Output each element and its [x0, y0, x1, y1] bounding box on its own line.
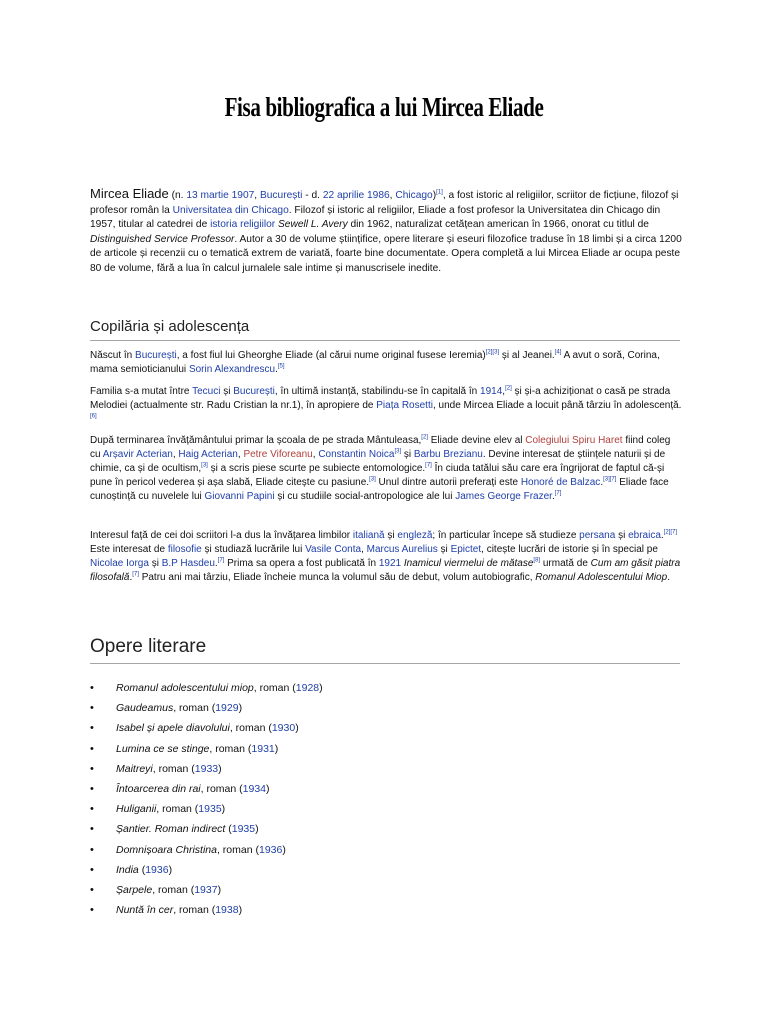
- citation[interactable]: [7]: [425, 462, 432, 469]
- paragraph-family: [90, 385, 682, 427]
- year-link[interactable]: 1929: [215, 702, 239, 715]
- bullet: •: [90, 823, 94, 836]
- list-item: [90, 844, 680, 864]
- text: ): [255, 823, 259, 836]
- text: Eliade devine elev al: [427, 435, 526, 446]
- work-title: Șarpele: [116, 883, 153, 896]
- subject-name: Mircea Eliade: [90, 186, 169, 201]
- year-link[interactable]: 1933: [194, 762, 219, 775]
- text: ,: [237, 449, 244, 460]
- text: ,: [361, 544, 367, 555]
- work-title: Șantier. Roman indirect: [116, 823, 226, 836]
- citation[interactable]: [3]: [394, 448, 402, 455]
- text: Interesul față de cei doi scriitori l-a dus la învățarea limbilor: [90, 530, 353, 541]
- text: și: [437, 544, 451, 555]
- spiru-haret-link[interactable]: Colegiului Spiru Haret: [525, 435, 623, 446]
- text: ): [432, 190, 437, 201]
- year-1921-link[interactable]: 1921: [378, 558, 402, 569]
- text: ,: [172, 449, 179, 460]
- persana-link[interactable]: persana: [579, 530, 616, 541]
- text: ,: [389, 190, 396, 201]
- ebraica-link[interactable]: ebraica: [628, 530, 661, 541]
- text: (n.: [168, 190, 187, 201]
- text: , roman (: [200, 782, 243, 795]
- year-link[interactable]: 1930: [271, 722, 296, 735]
- citation[interactable]: [7]: [132, 571, 139, 578]
- text: și: [220, 386, 234, 397]
- balzac-link[interactable]: Honoré de Balzac: [520, 477, 601, 488]
- text: din 1962, naturalizat cetățean american în 1966, onorat cu titlul de: [347, 219, 649, 230]
- filosofie-link[interactable]: filosofie: [167, 544, 202, 555]
- bullet: •: [90, 742, 94, 755]
- work-title: Lumina ce se stinge: [116, 742, 210, 755]
- text: Familia s-a mutat între: [90, 386, 193, 397]
- text: , roman (: [216, 843, 259, 856]
- bullet: •: [90, 762, 94, 775]
- year-link[interactable]: 1928: [295, 682, 320, 694]
- bullet: •: [90, 883, 94, 896]
- text: ): [295, 722, 299, 735]
- university-link[interactable]: Universitatea din Chicago: [172, 204, 289, 216]
- history-religions-link[interactable]: istoria religiilor: [210, 219, 276, 230]
- text: ): [168, 863, 173, 876]
- list-item: [90, 743, 680, 763]
- list-item: [90, 864, 680, 884]
- citation[interactable]: [5]: [277, 363, 285, 370]
- text: Eliade face cunoștință cu nuvelele lui: [90, 477, 669, 502]
- text: și și-a achiziționat o casă pe strada Melodiei (actualmente str. Radu Cristian la nr.1), în apropiere de: [90, 386, 671, 411]
- epictet-link[interactable]: Epictet: [450, 544, 482, 555]
- text: ): [238, 702, 243, 715]
- citation[interactable]: [4]: [554, 349, 562, 356]
- intro-paragraph: [90, 187, 682, 276]
- text: ): [319, 682, 323, 694]
- petre-viforeanu-link[interactable]: Petre Viforeanu: [243, 449, 313, 460]
- text: După terminarea învățământului primar la școala de pe strada Mântuleasa,: [90, 435, 422, 446]
- text: ,: [502, 386, 506, 397]
- text: .: [660, 530, 664, 541]
- work-title: Gaudeamus: [116, 702, 174, 715]
- bullet: •: [90, 782, 94, 795]
- citation[interactable]: [8]: [533, 557, 541, 564]
- text: , roman (: [152, 762, 195, 775]
- citation[interactable]: [7]: [554, 490, 562, 497]
- text: , unde Mircea Eliade a locuit până târziu în adolescență.: [432, 400, 682, 411]
- text: , roman (: [253, 682, 296, 694]
- text: și: [148, 558, 162, 569]
- text: fiind coleg cu: [90, 435, 671, 460]
- citation[interactable]: [2][3]: [485, 349, 500, 356]
- work-title: Întoarcerea din rai: [116, 782, 201, 795]
- death-place-link[interactable]: Chicago: [395, 190, 433, 201]
- text: , în ultimă instanță, stabilindu-se în capitală în: [274, 386, 481, 397]
- list-item: [90, 904, 680, 924]
- citation[interactable]: [3]: [201, 462, 208, 469]
- list-item: [90, 803, 680, 823]
- text: .: [214, 558, 218, 569]
- text: .: [129, 572, 133, 583]
- list-item: [90, 722, 680, 742]
- bucuresti-link[interactable]: București: [233, 386, 275, 397]
- text: și al Jeanei.: [499, 350, 555, 361]
- frazer-link[interactable]: James George Frazer: [455, 491, 552, 502]
- birth-date-link[interactable]: 13 martie 1907: [186, 190, 255, 201]
- text: și: [615, 530, 629, 541]
- text: ): [238, 904, 243, 917]
- year-link[interactable]: 1936: [145, 863, 169, 876]
- vasile-conta-link[interactable]: Vasile Conta: [305, 544, 362, 555]
- citation[interactable]: [6]: [90, 413, 97, 420]
- paragraph-birth: [90, 349, 682, 377]
- italiana-link[interactable]: italiană: [352, 530, 385, 541]
- work-title: Inamicul viermelui de mătase: [403, 558, 534, 569]
- work-title: Nuntă în cer: [116, 904, 174, 917]
- text: , a fost fiul lui Gheorghe Eliade (al cărui nume original fusese Ieremia): [176, 350, 486, 361]
- text: (: [138, 863, 146, 876]
- hasdeu-link[interactable]: B.P Hasdeu: [161, 558, 215, 569]
- list-item: [90, 682, 680, 702]
- text: ): [274, 742, 279, 755]
- death-date-link[interactable]: 22 aprilie 1986: [322, 190, 390, 201]
- work-title: Romanul adolescentului miop: [116, 682, 254, 694]
- list-item: [90, 702, 680, 722]
- bucuresti-link[interactable]: București: [135, 350, 177, 361]
- bullet: •: [90, 803, 94, 816]
- birth-place-link[interactable]: București: [259, 190, 303, 201]
- section-heading-childhood: Copilăria și adolescența: [90, 318, 680, 341]
- page-title: Fisa bibliografica a lui Mircea Eliade: [224, 92, 544, 122]
- text: . Autor a 30 de volume științifice, opere literare și eseuri filozofice traduse în 18 limbi și a circa 1200 de articole și recenzii cu o tematică extrem de variată, foarte bine documentate. Opera completă a lui Mircea Eliade ar ocupa peste 80 de volume, fără a lua în calcul jurnalele sale intime și manuscrisele inedite.: [90, 233, 682, 274]
- citation[interactable]: [2]: [505, 385, 512, 392]
- bullet: •: [90, 863, 94, 876]
- year-link[interactable]: 1935: [198, 803, 222, 816]
- text: , roman (: [229, 722, 272, 735]
- tecuci-link[interactable]: Tecuci: [192, 386, 221, 397]
- text: , roman (: [152, 883, 195, 896]
- text: și a scris piese scurte pe subiecte entomologice.: [207, 463, 426, 474]
- work-title: Huliganii: [116, 803, 157, 816]
- text: , roman (: [173, 904, 216, 917]
- honorary-title: Distinguished Service Professor: [90, 233, 235, 245]
- year-link[interactable]: 1936: [258, 843, 283, 856]
- papini-link[interactable]: Giovanni Papini: [204, 491, 275, 502]
- barbu-brezianu-link[interactable]: Barbu Brezianu: [413, 449, 483, 460]
- works-list: [90, 682, 680, 924]
- year-1914-link[interactable]: 1914: [480, 386, 503, 397]
- text: În ciuda tatălui său care era îngrijorat de faptul că-și pune în pericol vederea și așa slabă, Eliade citește cu pasiune.: [90, 463, 665, 488]
- text: ): [282, 843, 286, 856]
- text: urmată de: [540, 558, 591, 569]
- year-link[interactable]: 1935: [231, 823, 256, 836]
- text: , roman (: [173, 702, 216, 715]
- text: și studiază lucrările lui: [201, 544, 306, 555]
- work-title: Isabel și apele diavolului: [116, 722, 230, 735]
- haig-acterian-link[interactable]: Haig Acterian: [178, 449, 238, 460]
- paragraph-school: [90, 434, 682, 504]
- text: - d.: [302, 190, 323, 201]
- text: Este interesat de: [90, 544, 168, 555]
- bullet: •: [90, 682, 94, 694]
- text: Patru ani mai târziu, Eliade încheie munca la volumul său de debut, volum autobiografic,: [138, 572, 536, 583]
- bullet: •: [90, 722, 94, 735]
- sorin-alexandrescu-link[interactable]: Sorin Alexandrescu: [188, 364, 276, 375]
- text: .: [551, 491, 555, 502]
- text: și: [401, 449, 414, 460]
- year-link[interactable]: 1931: [251, 742, 275, 755]
- marcus-aurelius-link[interactable]: Marcus Aurelius: [366, 544, 438, 555]
- text: A avut o soră, Corina, mama semioticianului: [90, 350, 660, 375]
- text: , a fost istoric al religiilor, scriitor de ficțiune, filozof și profesor român la: [90, 190, 679, 216]
- text: ): [221, 803, 226, 816]
- text: ,: [312, 449, 319, 460]
- bullet: •: [90, 702, 94, 715]
- text: , roman (: [156, 803, 199, 816]
- citation[interactable]: [3][7]: [603, 476, 617, 483]
- citation[interactable]: [7]: [217, 557, 225, 564]
- text: ): [218, 762, 222, 775]
- year-link[interactable]: 1938: [215, 904, 239, 917]
- list-item: [90, 763, 680, 783]
- piata-rosetti-link[interactable]: Piața Rosetti: [376, 400, 433, 411]
- work-title: Maitreyi: [116, 762, 153, 775]
- year-link[interactable]: 1934: [242, 782, 267, 795]
- text: și: [384, 530, 398, 541]
- citation[interactable]: [2]: [421, 434, 428, 441]
- bullet: •: [90, 843, 94, 856]
- chair-name: Sewell L. Avery: [278, 219, 348, 230]
- work-title: India: [116, 863, 139, 876]
- citation[interactable]: [2][7]: [663, 529, 678, 536]
- text: ): [217, 883, 222, 896]
- text: . Devine interesat de științele naturii și de chimie, ca și de ocultism,: [90, 449, 666, 474]
- text: Prima sa opera a fost publicată în: [224, 558, 379, 569]
- citation[interactable]: [1]: [436, 189, 443, 196]
- text: .: [600, 477, 604, 488]
- text: (: [225, 823, 232, 836]
- text: Unul dintre autorii preferați este: [375, 477, 521, 488]
- text: ; în particular începe să studieze: [432, 530, 580, 541]
- engleza-link[interactable]: engleză: [397, 530, 433, 541]
- text: ): [266, 782, 270, 795]
- nicolae-iorga-link[interactable]: Nicolae Iorga: [90, 558, 149, 569]
- section-heading-works: Opere literare: [90, 636, 680, 664]
- bullet: •: [90, 904, 94, 917]
- work-title: Domnișoara Christina: [116, 843, 217, 856]
- arsavir-acterian-link[interactable]: Arșavir Acterian: [102, 449, 173, 460]
- work-title: Romanul Adolescentului Miop: [535, 572, 668, 583]
- text: , citește lucrări de istorie și în special pe: [481, 544, 658, 555]
- text: .: [667, 572, 670, 583]
- text: și cu studiile social-antropologice ale lui: [274, 491, 456, 502]
- paragraph-languages: [90, 529, 682, 585]
- list-item: [90, 884, 680, 904]
- list-item: [90, 783, 680, 803]
- list-item: [90, 823, 680, 843]
- constantin-noica-link[interactable]: Constantin Noica: [318, 449, 395, 460]
- text: Născut în: [90, 350, 136, 361]
- work-title: Cum am găsit piatra filosofală: [90, 558, 681, 583]
- text: . Filozof și istoric al religiilor, Eliade a fost profesor la Universitatea din Chicago din 1957, titular al catedrei de: [90, 204, 661, 230]
- text: ,: [254, 190, 260, 201]
- text: , roman (: [209, 742, 252, 755]
- citation[interactable]: [3]: [369, 476, 376, 483]
- year-link[interactable]: 1937: [194, 883, 218, 896]
- text: .: [275, 364, 278, 375]
